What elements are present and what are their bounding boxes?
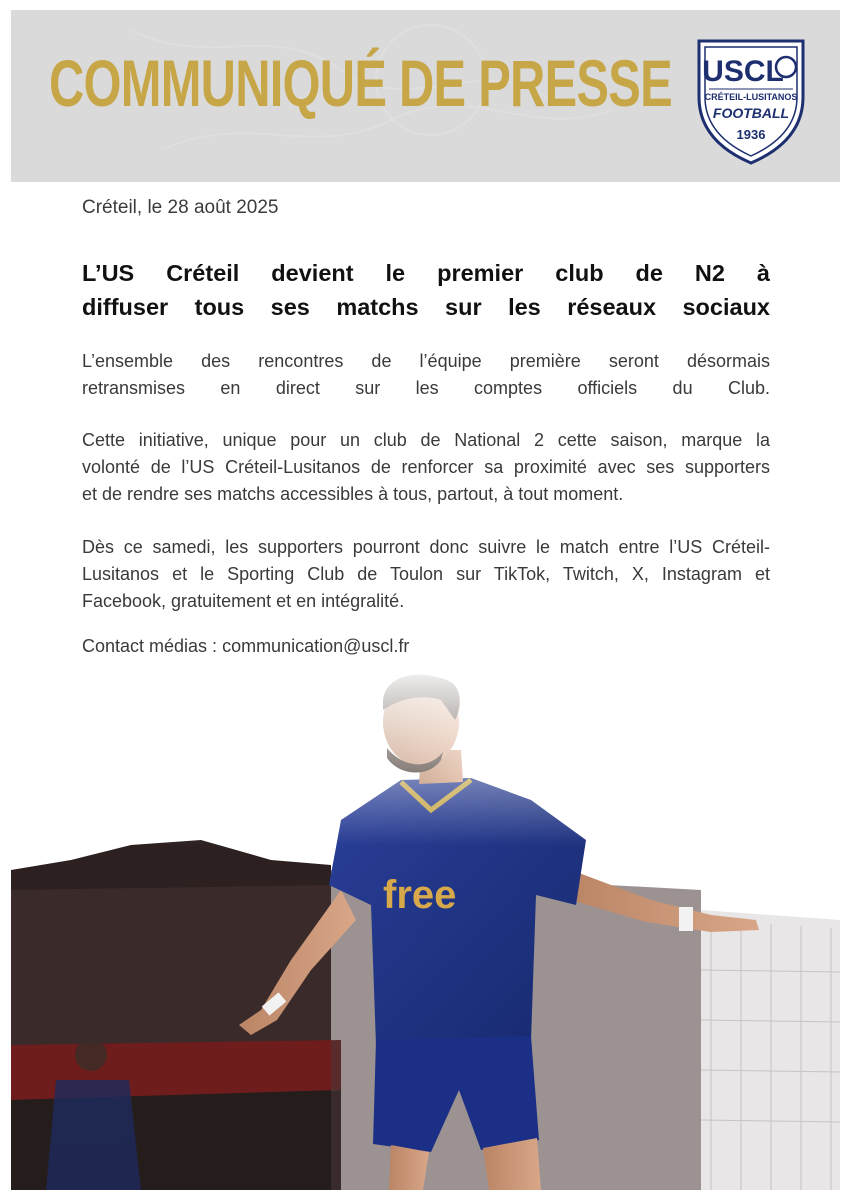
paragraph-line: Cette initiative, unique pour un club de National 2 cette saison, marque la: [82, 430, 770, 450]
header-band: [11, 10, 840, 182]
paragraph-line: Facebook, gratuitement et en intégralité.: [82, 591, 405, 611]
headline-line: diffuser tous ses matchs sur les réseaux sociaux: [82, 294, 770, 320]
crest-abbr: USCL: [702, 55, 784, 88]
paragraph-line: L’ensemble des rencontres de l’équipe première seront désormais: [82, 351, 770, 371]
crest-subtitle: CRÉTEIL-LUSITANOS: [704, 92, 798, 102]
media-contact: Contact médias : communication@uscl.fr: [82, 636, 410, 656]
paragraph-line: Dès ce samedi, les supporters pourront donc suivre le match entre l’US Créteil-: [82, 537, 770, 557]
crest-year: 1936: [736, 127, 766, 142]
crest-sport: FOOTBALL: [712, 105, 790, 121]
club-crest-logo: [691, 35, 811, 167]
paragraph-3: [82, 534, 770, 615]
paragraph-1: [82, 348, 770, 402]
headline: [82, 256, 770, 324]
paragraph-line: et de rendre ses matchs accessibles à tous, partout, à tout moment.: [82, 484, 624, 504]
paragraph-line: retransmises en direct sur les comptes officiels du Club.: [82, 378, 770, 398]
press-release-title: COMMUNIQUÉ DE PRESSE: [49, 46, 672, 120]
headline-line: L’US Créteil devient le premier club de N2 à: [82, 260, 770, 286]
dateline: Créteil, le 28 août 2025: [82, 197, 279, 218]
paragraph-line: Lusitanos et le Sporting Club de Toulon sur TikTok, Twitch, X, Instagram et: [82, 564, 770, 584]
paragraph-2: [82, 427, 770, 508]
paragraph-line: volonté de l’US Créteil-Lusitanos de renforcer sa proximité avec ses supporters: [82, 457, 770, 477]
player-celebration-photo: [11, 660, 840, 1190]
